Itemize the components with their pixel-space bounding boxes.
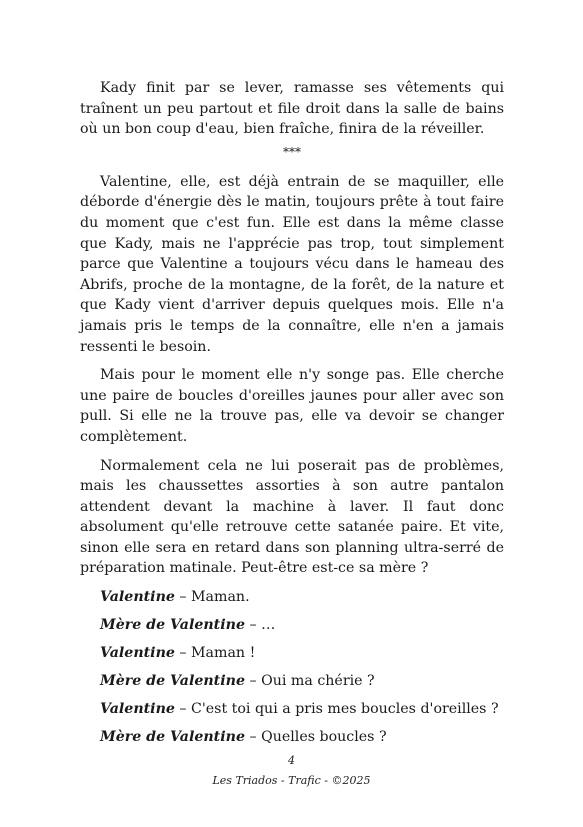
- dialogue-speaker: Valentine: [100, 589, 175, 606]
- paragraph: Normalement cela ne lui poserait pas de problèmes, mais les chaussettes assorties à son autre pantalon attendent devant la machine à laver. Il faut donc absolument qu'elle retrouve cette satanée paire. Et vite, sinon elle sera en retard dans son planning ultra-serré de préparation matinale. Peut-être est-ce sa mère ?: [80, 457, 504, 577]
- page-number: 4: [288, 754, 295, 767]
- section-separator: ***: [283, 144, 301, 159]
- dialogue-text: – Quelles boucles ?: [244, 729, 387, 746]
- paragraph: Valentine, elle, est déjà entrain de se maquiller, elle déborde d'énergie dès le matin, toujours prête à tout faire du moment que c'est fun. Elle est dans la même classe que Kady, mais ne l'apprécie pas trop, tout simplement parce que Valentine a toujours vécu dans le hameau des Abrifs, proche de la montagne, de la forêt, de la nature et que Kady vient d'arriver depuis quelques mois. Elle n'a jamais pris le temps de la connaître, elle n'en a jamais ressenti le besoin.: [80, 173, 504, 355]
- dialogue-text: – Maman !: [174, 645, 256, 662]
- dialogue-speaker: Valentine: [100, 645, 175, 662]
- footer-credit: Les Triados - Trafic - ©2025: [212, 774, 371, 787]
- dialogue-line: [80, 671, 504, 691]
- dialogue-text: – C'est toi qui a pris mes boucles d'oreilles ?: [174, 701, 499, 718]
- dialogue-speaker: Valentine: [100, 701, 175, 718]
- dialogue-line: [80, 615, 504, 635]
- dialogue-line: [80, 699, 504, 719]
- dialogue-text: – Oui ma chérie ?: [244, 673, 375, 690]
- dialogue-speaker: Mère de Valentine: [100, 673, 245, 690]
- dialogue-line: [80, 727, 504, 747]
- paragraph: Kady finit par se lever, ramasse ses vêtements qui traînent un peu partout et file droit dans la salle de bains où un bon coup d'eau, bien fraîche, finira de la réveiller.: [80, 80, 504, 138]
- paragraph: Mais pour le moment elle n'y songe pas. Elle cherche une paire de boucles d'oreilles jaunes pour aller avec son pull. Si elle ne la trouve pas, elle va devoir se changer complètement.: [80, 367, 504, 445]
- dialogue-speaker: Mère de Valentine: [100, 729, 245, 746]
- dialogue-text: – …: [244, 617, 276, 634]
- dialogue-text: – Maman.: [174, 589, 250, 606]
- dialogue-line: [80, 643, 504, 663]
- page-body: [80, 78, 504, 755]
- dialogue-speaker: Mère de Valentine: [100, 617, 245, 634]
- dialogue-line: [80, 587, 504, 607]
